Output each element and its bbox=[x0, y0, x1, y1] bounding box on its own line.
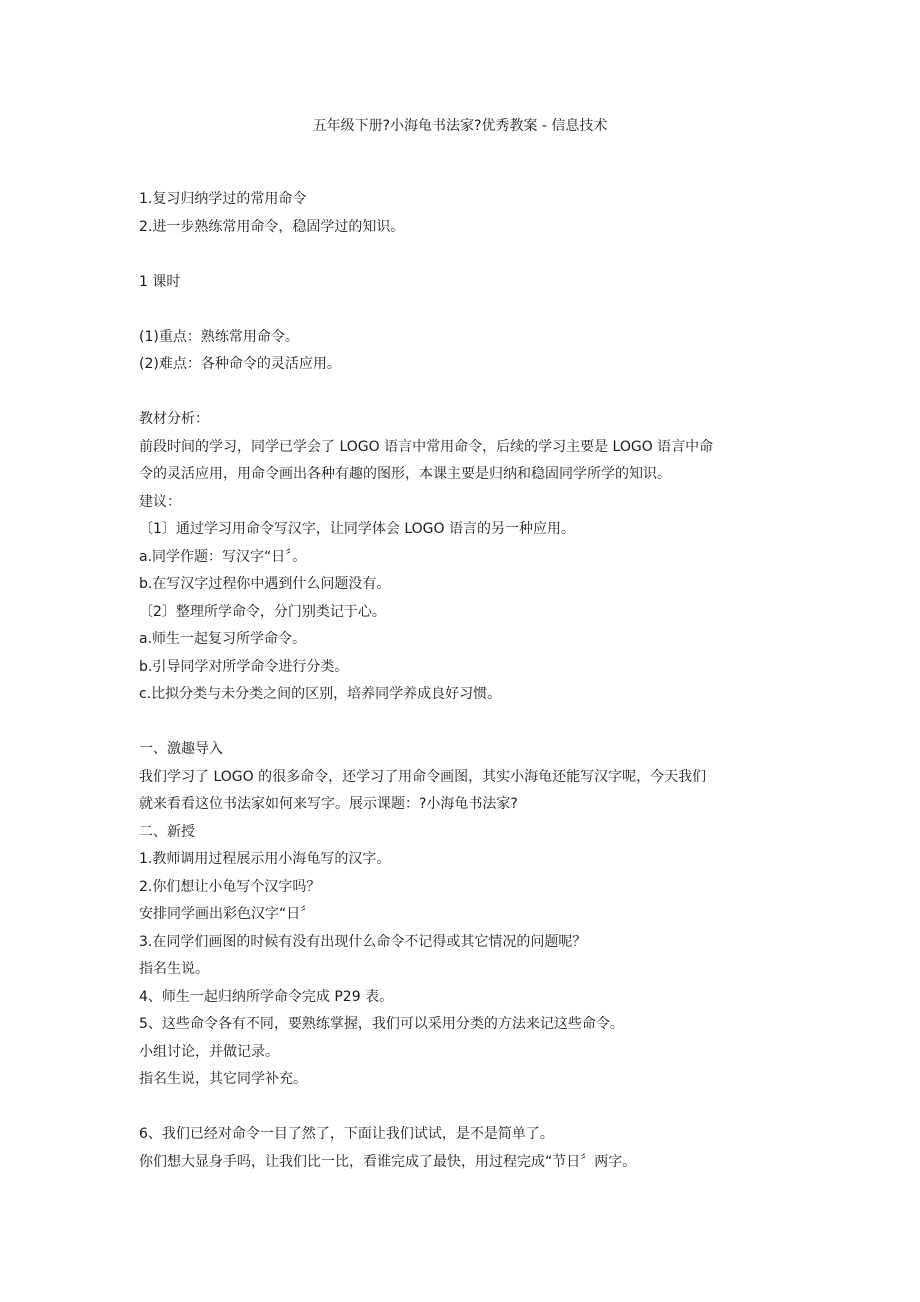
paragraph-line: 3.在同学们画图的时候有没有出现什么命令不记得或其它情况的问题呢？ bbox=[139, 933, 587, 950]
paragraph-line: (2)难点：各种命令的灵活应用。 bbox=[139, 356, 341, 372]
paragraph-line: b.引导同学对所学命令进行分类。 bbox=[139, 658, 349, 675]
paragraph-line: 5、这些命令各有不同，要熟练掌握，我们可以采用分类的方法来记这些命令。 bbox=[139, 1016, 624, 1032]
paragraph-line: 小组讨论，并做记录。 bbox=[139, 1043, 279, 1060]
document-body bbox=[139, 186, 789, 1176]
paragraph-line: 1 课时 bbox=[139, 273, 181, 290]
paragraph-line: 令的灵活应用，用命令画出各种有趣的图形，本课主要是归纳和稳固同学所学的知识。 bbox=[139, 466, 671, 482]
blank-line bbox=[139, 1094, 789, 1122]
paragraph-line: 4、师生一起归纳所学命令完成 P29 表。 bbox=[139, 988, 394, 1005]
blank-line bbox=[139, 709, 789, 737]
paragraph-line: (1)重点：熟练常用命令。 bbox=[139, 328, 299, 345]
paragraph-line: a.师生一起复习所学命令。 bbox=[139, 631, 307, 647]
paragraph-line: 2.你们想让小龟写个汉字吗？ bbox=[139, 878, 321, 895]
paragraph-line: 6、我们已经对命令一目了然了，下面让我们试试，是不是简单了。 bbox=[139, 1126, 554, 1142]
paragraph-line: 教材分析： bbox=[139, 411, 209, 427]
paragraph-line: 1.复习归纳学过的常用命令 bbox=[139, 191, 307, 207]
paragraph-line: 指名生说。 bbox=[139, 961, 209, 977]
paragraph-line: 你们想大显身手吗，让我们比一比，看谁完成了最快，用过程完成“节日〞两字。 bbox=[139, 1153, 637, 1170]
paragraph-line: 二、新授 bbox=[139, 823, 195, 840]
paragraph-line: 我们学习了 LOGO 的很多命令，还学习了用命令画图，其实小海龟还能写汉字呢，今天我们 bbox=[139, 768, 707, 785]
blank-line bbox=[139, 379, 789, 407]
paragraph-line: 指名生说，其它同学补充。 bbox=[139, 1071, 307, 1087]
paragraph-line: 〔2〕整理所学命令，分门别类记于心。 bbox=[139, 603, 386, 620]
paragraph-line: 1.教师调用过程展示用小海龟写的汉字。 bbox=[139, 851, 391, 867]
blank-line bbox=[139, 241, 789, 269]
paragraph-line: 前段时间的学习，同学已学会了 LOGO 语言中常用命令，后续的学习主要是 LOGO 语言中命 bbox=[139, 438, 714, 455]
paragraph-line: 建议： bbox=[139, 493, 181, 510]
blank-line bbox=[139, 296, 789, 324]
paragraph-line: 安排同学画出彩色汉字“日〞 bbox=[139, 906, 315, 922]
paragraph-line: 2.进一步熟练常用命令，稳固学过的知识。 bbox=[139, 218, 405, 235]
paragraph-line: 〔1〕通过学习用命令写汉字，让同学体会 LOGO 语言的另一种应用。 bbox=[139, 521, 575, 537]
paragraph-line: c.比拟分类与未分类之间的区别，培养同学养成良好习惯。 bbox=[139, 686, 502, 702]
paragraph-line: a.同学作题：写汉字“日〞。 bbox=[139, 548, 307, 565]
paragraph-line: 就来看看这位书法家如何来写字。展示课题：?小海龟书法家? bbox=[139, 796, 518, 812]
paragraph-line: b.在写汉字过程你中遇到什么问题没有。 bbox=[139, 576, 391, 592]
paragraph-line: 一、激趣导入 bbox=[139, 741, 223, 757]
document-title: 五年级下册?小海龟书法家?优秀教案 - 信息技术 bbox=[312, 118, 608, 134]
